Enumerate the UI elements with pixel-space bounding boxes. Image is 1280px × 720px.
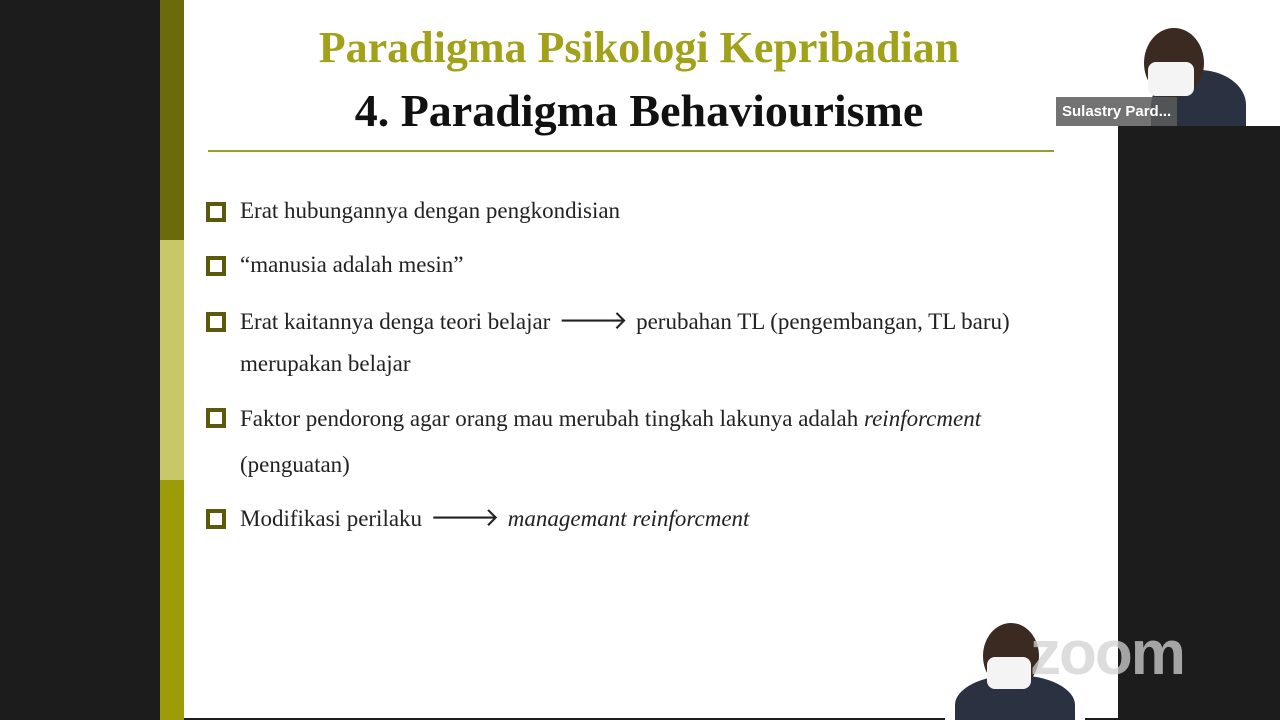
square-bullet-icon (206, 202, 226, 222)
slide-accent-bar (160, 0, 184, 240)
face-mask (1148, 62, 1194, 96)
participant-video-tile[interactable] (1056, 0, 1280, 126)
slide-subtitle: 4. Paradigma Behaviourisme (354, 85, 924, 136)
title-divider (208, 150, 1054, 152)
bullet-item: Erat hubungannya dengan pengkondisian (206, 190, 1086, 232)
square-bullet-icon (206, 408, 226, 428)
bullet-item: Faktor pendorong agar orang mau merubah tingkah lakunya adalah reinforcment (penguatan) (206, 396, 1086, 488)
bullet-item: “manusia adalah mesin” (206, 244, 1086, 286)
square-bullet-icon (206, 256, 226, 276)
participant-name-label: Sulastry Pard... (1056, 97, 1177, 126)
face-mask (987, 657, 1031, 689)
bullet-item: Erat kaitannya denga teori belajar 🡒 perubahan TL (pengembangan, TL baru) merupakan belajar (206, 300, 1086, 385)
arrow-right-icon: 🡒 (558, 306, 629, 336)
arrow-right-icon: 🡒 (430, 503, 500, 533)
square-bullet-icon (206, 509, 226, 529)
presentation-slide (160, 0, 1118, 718)
bullet-item: Modifikasi perilaku 🡒 managemant reinforcment (206, 497, 1086, 540)
slide-accent-bar (160, 240, 184, 480)
slide-title: Paradigma Psikologi Kepribadian (318, 23, 960, 72)
slide-accent-bar (160, 480, 184, 720)
zoom-watermark-logo: zoom (1030, 619, 1184, 688)
square-bullet-icon (206, 312, 226, 332)
